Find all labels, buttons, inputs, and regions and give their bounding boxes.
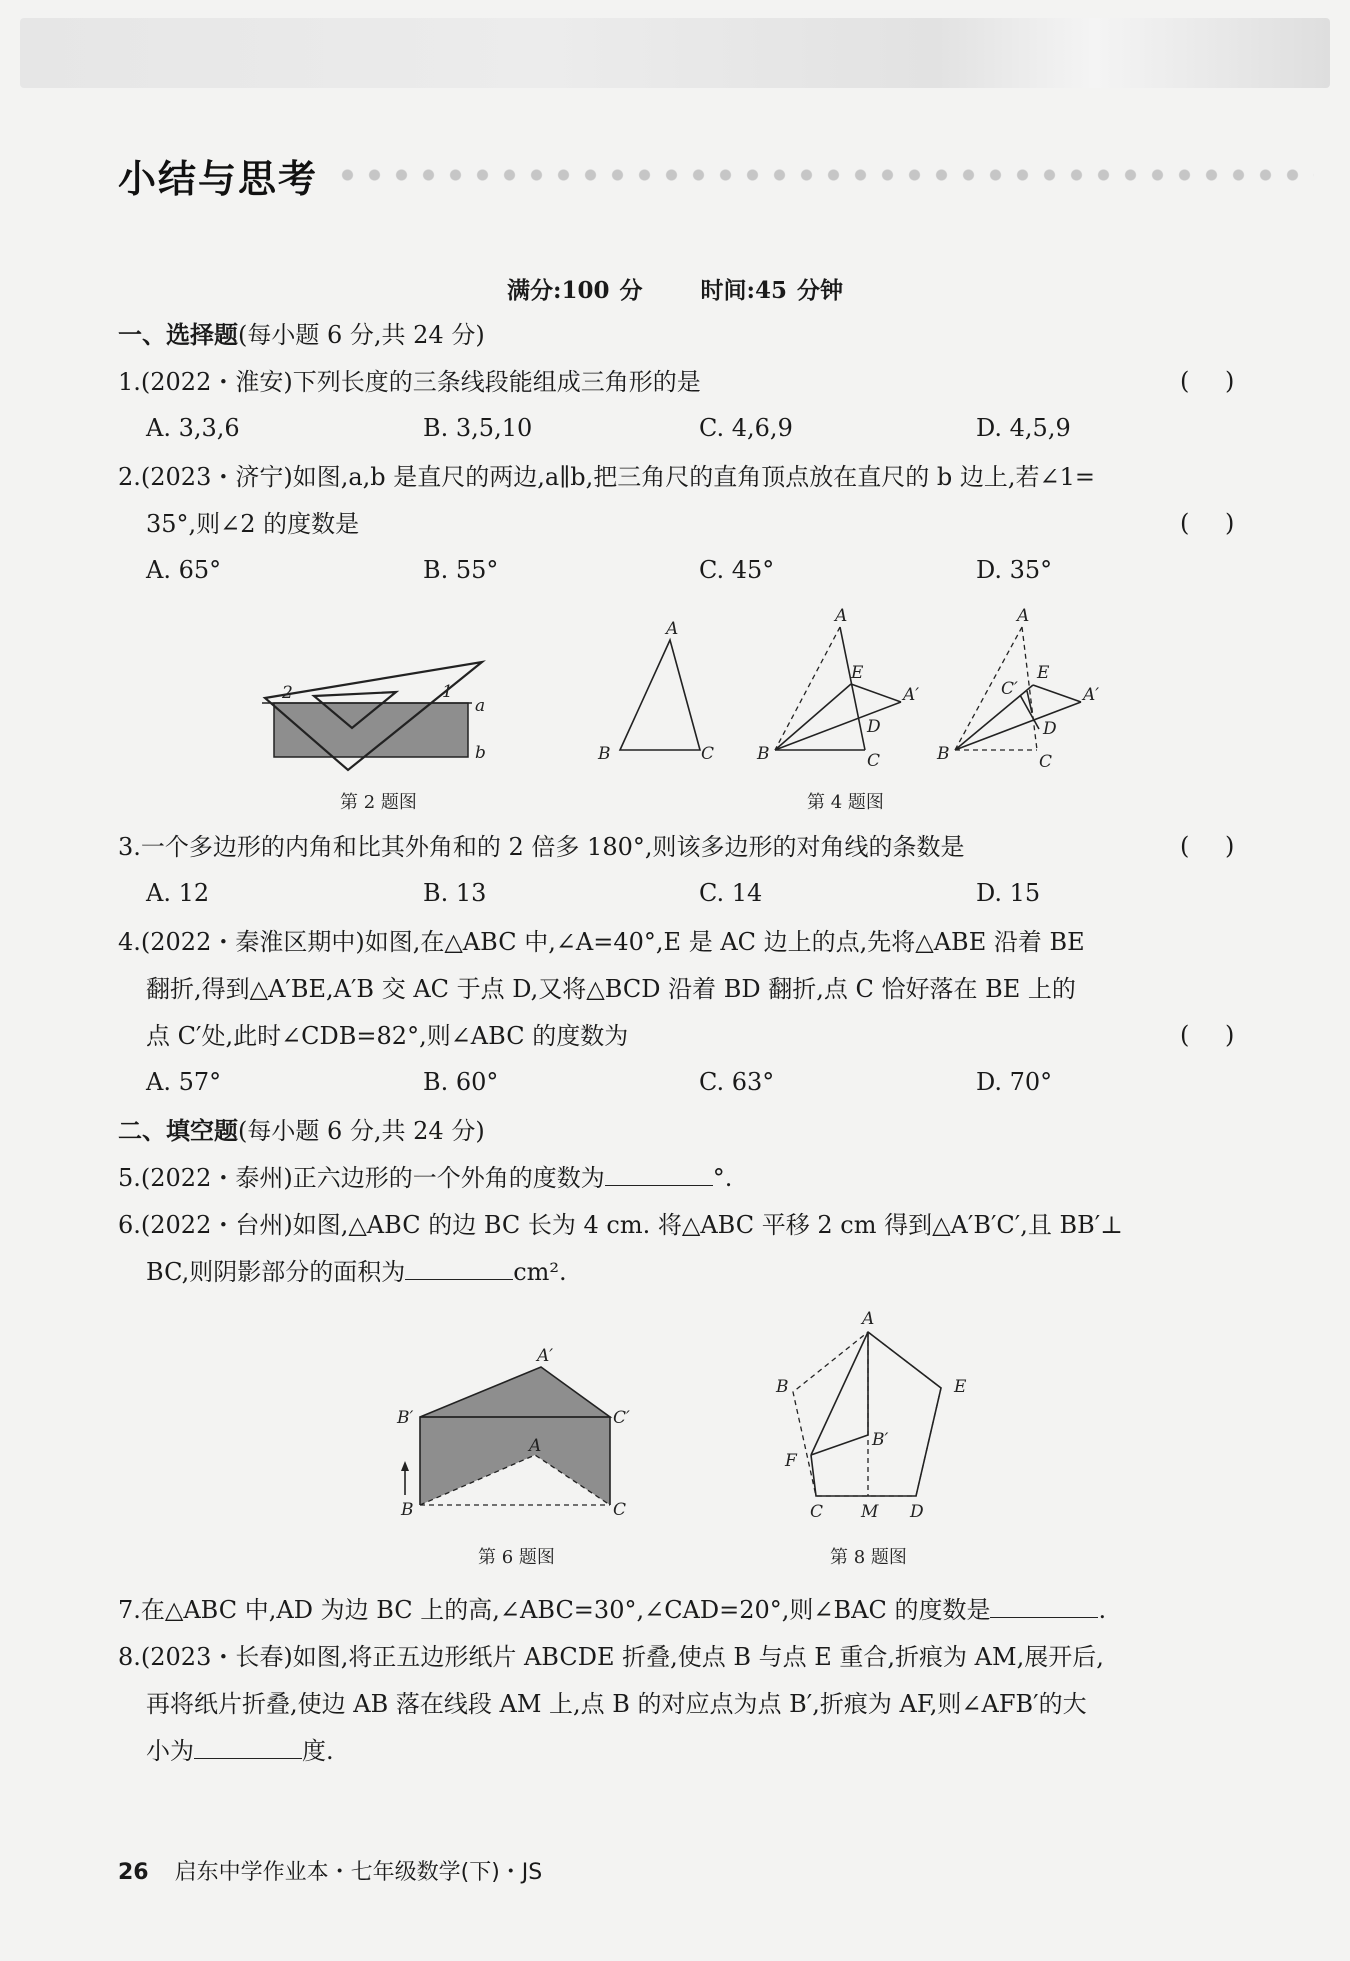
q4-option-d: D. 70°: [976, 1068, 1053, 1096]
question-8-line3: 小为 度.: [146, 1737, 334, 1765]
question-5: 5.(2022・泰州)正六边形的一个外角的度数为 °.: [118, 1164, 733, 1192]
svg-text:D: D: [910, 1502, 924, 1522]
q8-answer-blank: [194, 1736, 302, 1759]
svg-text:B: B: [937, 744, 950, 764]
answer-bracket-2: ( ): [1180, 509, 1235, 537]
question-6-line1: 6.(2022・台州)如图,△ABC 的边 BC 长为 4 cm. 将△ABC 平移 2 cm 得到△A′B′C′,且 BB′⊥: [118, 1211, 1123, 1239]
svg-text:C: C: [1039, 752, 1053, 772]
svg-text:A: A: [835, 606, 848, 626]
q2-option-b: B. 55°: [423, 556, 499, 584]
svg-text:A: A: [862, 1309, 875, 1329]
figure-8-caption: 第 8 题图: [830, 1547, 907, 1568]
figure-4c: [935, 605, 1115, 770]
q4-option-c: C. 63°: [699, 1068, 775, 1096]
svg-text:A: A: [529, 1436, 542, 1456]
figure-4-caption: 第 4 题图: [807, 792, 884, 813]
svg-text:1: 1: [442, 682, 453, 702]
svg-text:C′: C′: [613, 1408, 630, 1428]
svg-text:E: E: [851, 663, 864, 683]
question-8-line1: 8.(2023・长春)如图,将正五边形纸片 ABCDE 折叠,使点 B 与点 E 重合,折痕为 AM,展开后,: [118, 1643, 1104, 1671]
answer-bracket-3: ( ): [1180, 832, 1235, 860]
svg-text:E: E: [1037, 663, 1050, 683]
svg-text:C: C: [867, 751, 881, 771]
book-title: 启东中学作业本・七年级数学(下)・JS: [174, 1860, 543, 1885]
page-top-band: [20, 18, 1330, 88]
q3-option-d: D. 15: [976, 879, 1041, 907]
q3-option-b: B. 13: [423, 879, 487, 907]
q1-option-c: C. 4,6,9: [699, 414, 793, 442]
page-footer: [118, 1855, 542, 1886]
svg-text:F: F: [785, 1451, 797, 1471]
q4-option-a: A. 57°: [146, 1068, 222, 1096]
page-number: 26: [118, 1860, 149, 1885]
svg-text:A: A: [1017, 606, 1030, 626]
q1-option-a: A. 3,3,6: [146, 414, 240, 442]
svg-text:D: D: [1043, 719, 1057, 739]
svg-text:A′: A′: [537, 1346, 554, 1366]
figure-2: [270, 650, 500, 775]
figure-8: [758, 1300, 998, 1525]
svg-text:B: B: [401, 1500, 414, 1520]
answer-bracket-1: ( ): [1180, 367, 1235, 395]
q2-option-c: C. 45°: [699, 556, 775, 584]
question-2-line1: 2.(2023・济宁)如图,a,b 是直尺的两边,a∥b,把三角尺的直角顶点放在直尺的 b 边上,若∠1=: [118, 463, 1096, 491]
svg-text:E: E: [954, 1377, 967, 1397]
answer-bracket-4: ( ): [1180, 1021, 1235, 1049]
svg-text:C: C: [810, 1502, 824, 1522]
svg-text:A′: A′: [1083, 685, 1100, 705]
svg-text:b: b: [475, 743, 486, 763]
question-2-line2: 35°,则∠2 的度数是: [146, 510, 360, 538]
exam-meta: [0, 272, 1350, 305]
full-score: 满分:100 分: [506, 277, 643, 304]
section-title: 小结与思考: [118, 157, 319, 201]
svg-text:B: B: [598, 744, 611, 764]
question-4-line1: 4.(2022・秦淮区期中)如图,在△ABC 中,∠A=40°,E 是 AC 边上的点,先将△ABE 沿着 BE: [118, 928, 1085, 956]
figure-4a: [590, 615, 720, 770]
svg-text:2: 2: [282, 683, 293, 703]
svg-text:B: B: [776, 1377, 789, 1397]
svg-text:C′: C′: [1001, 679, 1018, 699]
svg-text:M: M: [861, 1502, 879, 1522]
svg-text:C: C: [613, 1500, 627, 1520]
question-6-line2: BC,则阴影部分的面积为 cm².: [146, 1258, 567, 1286]
svg-text:a: a: [475, 696, 486, 716]
figure-6-caption: 第 6 题图: [478, 1547, 555, 1568]
figure-6: [395, 1335, 645, 1520]
figure-2-caption: 第 2 题图: [340, 792, 417, 813]
question-7: 7.在△ABC 中,AD 为边 BC 上的高,∠ABC=30°,∠CAD=20°,则∠BAC 的度数是 .: [118, 1596, 1107, 1624]
q1-option-d: D. 4,5,9: [976, 414, 1071, 442]
time-limit: 时间:45 分钟: [700, 277, 844, 304]
part2-heading: 二、填空题(每小题 6 分,共 24 分): [118, 1117, 485, 1145]
svg-text:B′: B′: [397, 1408, 414, 1428]
q5-answer-blank: [605, 1163, 713, 1186]
question-3: 3.一个多边形的内角和比其外角和的 2 倍多 180°,则该多边形的对角线的条数是: [118, 833, 965, 861]
q6-answer-blank: [405, 1257, 513, 1280]
question-4-line3: 点 C′处,此时∠CDB=82°,则∠ABC 的度数为: [146, 1022, 629, 1050]
svg-text:D: D: [867, 717, 881, 737]
svg-text:A: A: [666, 619, 679, 639]
svg-text:B: B: [757, 744, 770, 764]
q2-option-a: A. 65°: [146, 556, 222, 584]
svg-text:C: C: [701, 744, 715, 764]
svg-text:B′: B′: [872, 1430, 889, 1450]
q4-option-b: B. 60°: [423, 1068, 499, 1096]
title-dot-leader: [334, 168, 1314, 182]
q2-option-d: D. 35°: [976, 556, 1053, 584]
svg-text:A′: A′: [903, 685, 920, 705]
q3-option-c: C. 14: [699, 879, 763, 907]
q1-option-b: B. 3,5,10: [423, 414, 533, 442]
question-8-line2: 再将纸片折叠,使边 AB 落在线段 AM 上,点 B 的对应点为点 B′,折痕为 AF,则∠AFB′的大: [146, 1690, 1087, 1718]
figure-4b: [755, 605, 935, 770]
q3-option-a: A. 12: [146, 879, 210, 907]
q7-answer-blank: [990, 1595, 1098, 1618]
part1-heading: 一、选择题(每小题 6 分,共 24 分): [118, 321, 485, 349]
question-4-line2: 翻折,得到△A′BE,A′B 交 AC 于点 D,又将△BCD 沿着 BD 翻折,点 C 恰好落在 BE 上的: [146, 975, 1076, 1003]
question-1: 1.(2022・淮安)下列长度的三条线段能组成三角形的是: [118, 368, 701, 396]
